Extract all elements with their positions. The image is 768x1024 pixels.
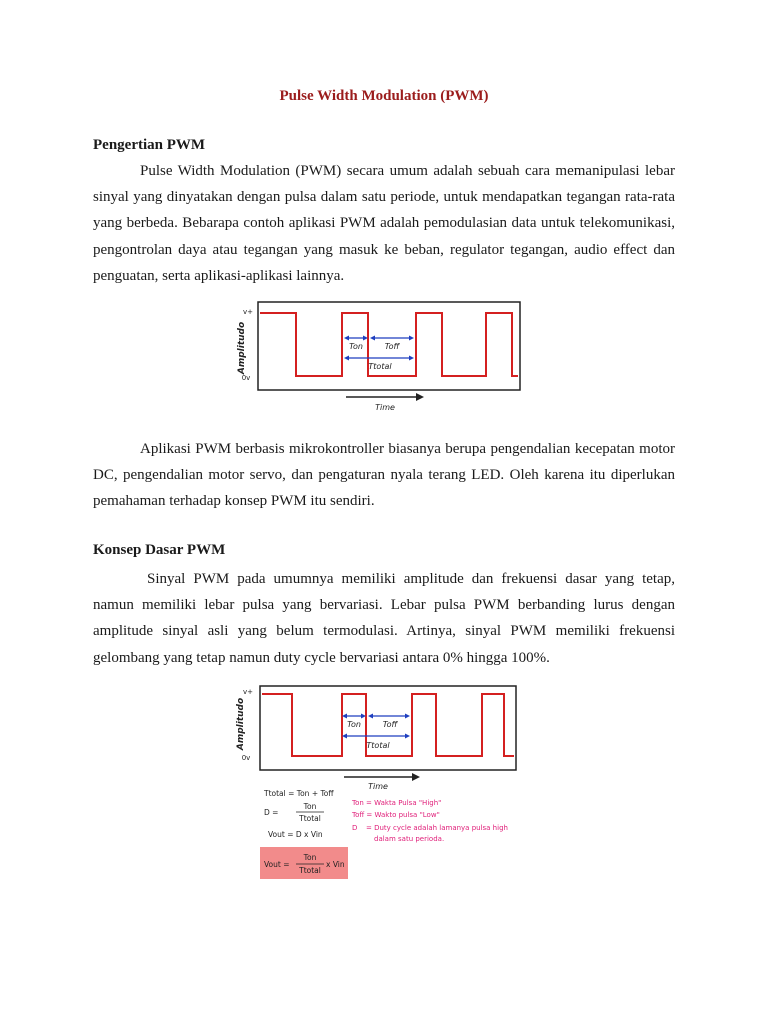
time-arrow-head [416,393,424,401]
ton-arrow-head-left [344,336,349,341]
boxed-formula-rhs: x Vin [326,860,345,869]
boxed-formula-lhs: Vout = [264,860,290,869]
boxed-formula-numerator: Ton [303,853,317,862]
legend-d-key: D [352,824,358,832]
legend-toff: Toff = Wakto pulsa "Low" [352,811,440,819]
paragraph-aplikasi: Aplikasi PWM berbasis mikrokontroller biasanya berupa pengendalian kecepatan motor DC, pengendalian motor servo, dan pengaturan nyala terang LED. Oleh karena itu diperlukan pemahaman terhadap konsep PWM itu sendiri. [93,441,675,510]
formula-d-denominator: Ttotal [299,814,321,823]
toff-label: Toff [382,720,398,729]
toff-label: Toff [384,342,400,351]
ton-label: Ton [349,342,363,351]
ttotal-label: Ttotal [366,741,390,750]
toff-arrow-head-left [370,336,375,341]
toff-arrow-head-right [405,714,410,719]
pwm-waveform-figure-1 [230,298,528,414]
section-heading-konsep: Konsep Dasar PWM [93,542,226,558]
y-axis-label: Amplitudo [237,321,247,375]
formula-vout: Vout = D x Vin [268,830,323,839]
pwm-waveform-figure-2 [228,680,524,884]
zero-volt-label: 0v [241,374,251,382]
ton-label: Ton [347,720,361,729]
toff-arrow-head-left [368,714,373,719]
section-heading-pengertian: Pengertian PWM [93,137,206,153]
formula-d-lhs: D = [264,808,279,817]
vplus-label: v+ [242,688,254,696]
legend-d-line2: dalam satu perioda. [374,835,445,843]
ttotal-arrow-head-right [409,356,414,361]
toff-arrow-head-right [409,336,414,341]
legend-d-line1: = Duty cycle adalah lamanya pulsa high [366,824,508,832]
ttotal-arrow-head-right [405,734,410,739]
boxed-formula-denominator: Ttotal [299,866,321,875]
formula-d-numerator: Ton [303,802,317,811]
x-axis-label: Time [375,403,395,412]
page-title: Pulse Width Modulation (PWM) [279,88,489,104]
paragraph-konsep: Sinyal PWM pada umumnya memiliki amplitude dan frekuensi dasar yang tetap, namun memiliki lebar pulsa yang bervariasi. Lebar pulsa PWM berbanding lurus dengan amplitude sinyal asli yang belum termodulasi. Artinya, sinyal PWM memiliki frekuensi gelombang yang tetap namun duty cycle bervariasi antara 0% hingga 100%. [93,571,675,666]
ttotal-label: Ttotal [368,362,392,371]
zero-volt-label: 0v [241,754,251,762]
ttotal-arrow-head-left [344,356,349,361]
legend-ton: Ton = Wakta Pulsa "High" [352,799,442,807]
vplus-label: v+ [242,308,254,316]
y-axis-label: Amplitudo [236,697,246,751]
x-axis-label: Time [368,782,388,791]
formula-ttotal: Ttotal = Ton + Toff [264,789,334,798]
time-arrow-head [412,773,420,781]
paragraph-pengertian: Pulse Width Modulation (PWM) secara umum adalah sebuah cara memanipulasi lebar sinyal yang dinyatakan dengan pulsa dalam satu periode, untuk mendapatkan tegangan rata-rata yang berbeda. Bebarapa contoh aplikasi PWM adalah pemodulasian data untuk telekomunikasi, pengontrolan daya atau tegangan yang masuk ke beban, regulator tegangan, audio effect dan penguatan, serta aplikasi-aplikasi lainnya. [93,163,675,284]
